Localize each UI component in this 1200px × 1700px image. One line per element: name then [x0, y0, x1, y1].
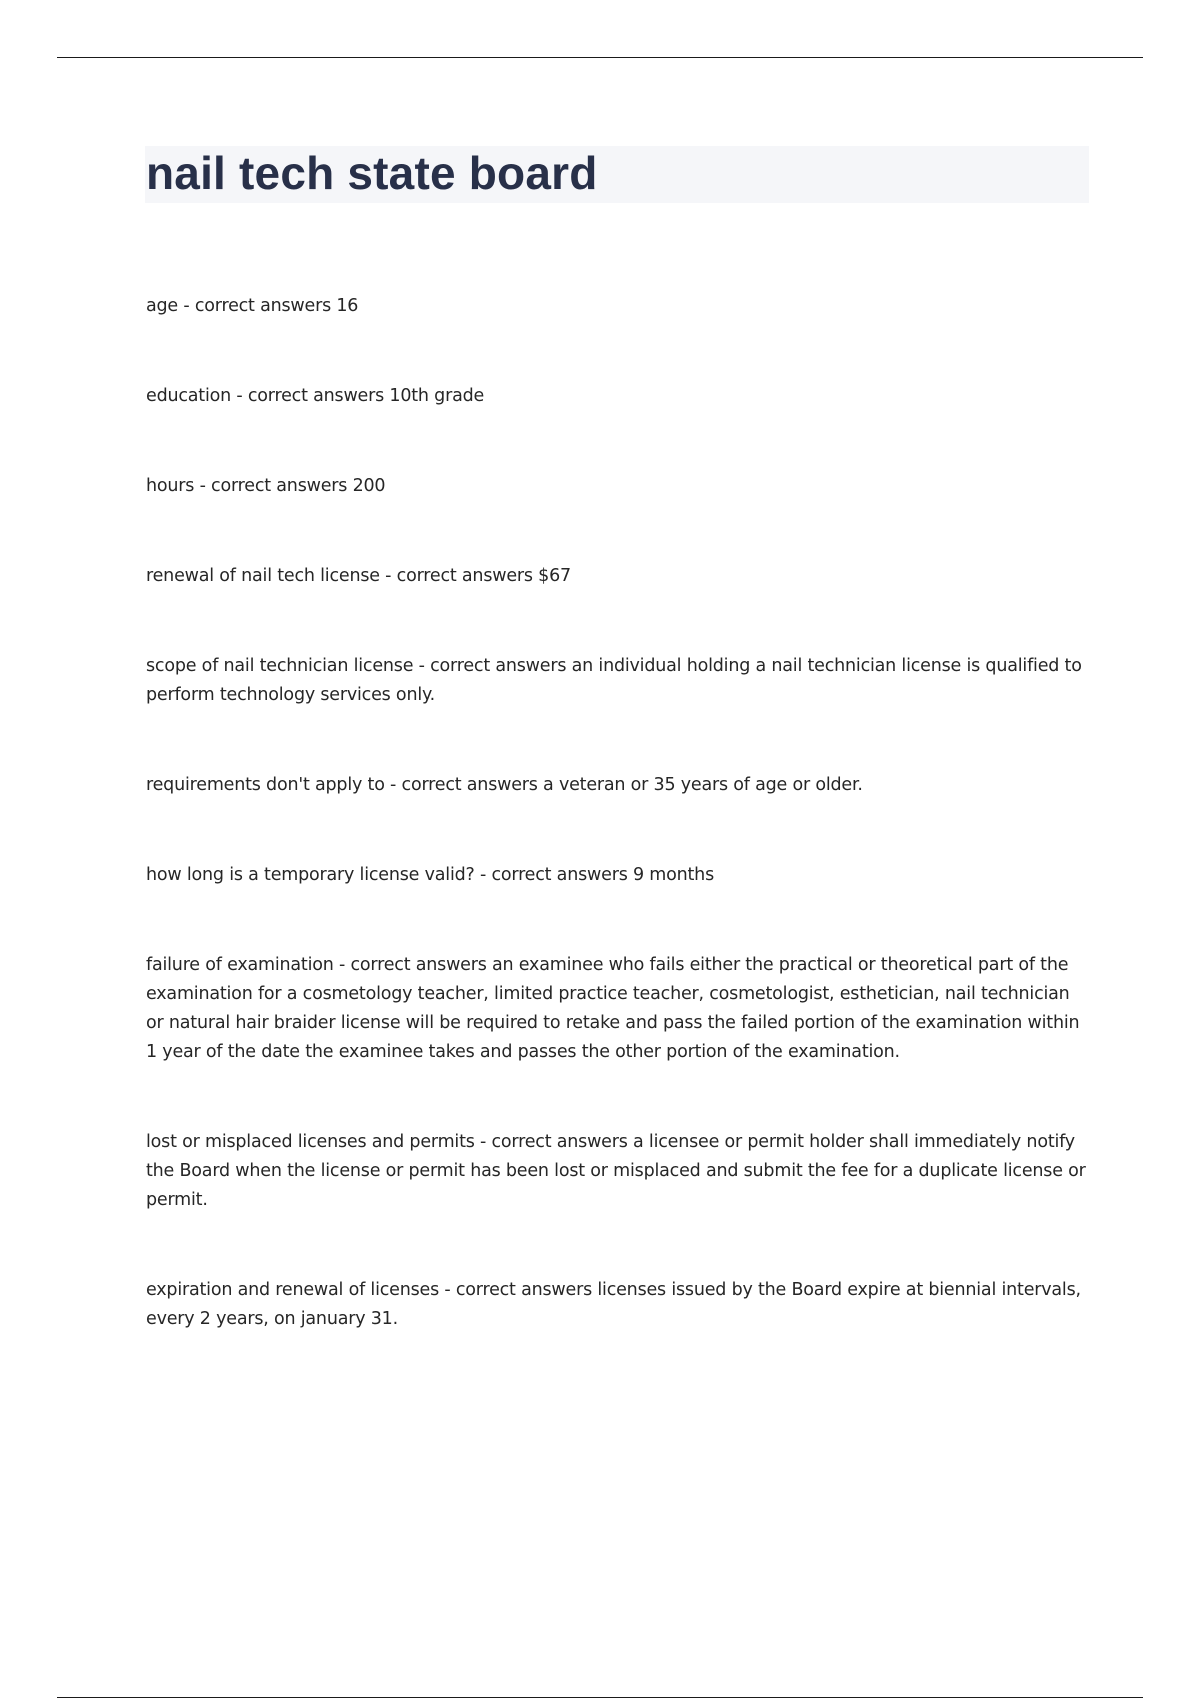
qa-item-scope: scope of nail technician license - correct answers an individual holding a nail technician license is qualified to perform technology services only. — [146, 656, 1082, 705]
qa-item-temporary-license: how long is a temporary license valid? - correct answers 9 months — [146, 865, 714, 885]
bottom-divider — [57, 1697, 1143, 1698]
qa-item-renewal: renewal of nail tech license - correct answers $67 — [146, 566, 571, 586]
qa-item-failure-of-examination: failure of examination - correct answers an examinee who fails either the practical or theoretical part of the examination for a cosmetology teacher, limited practice teacher, cosmetologist, esthetician, nail technician or natural hair braider license will be required to retake and pass the failed portion of the examination within 1 year of the date the examinee takes and passes the other portion of the examination. — [146, 955, 1080, 1062]
qa-item-age: age - correct answers 16 — [146, 296, 359, 316]
qa-list — [146, 292, 1090, 1395]
qa-item-hours: hours - correct answers 200 — [146, 476, 386, 496]
qa-item-lost-licenses: lost or misplaced licenses and permits - correct answers a licensee or permit holder shall immediately notify the Board when the license or permit has been lost or misplaced and submit the fee for a duplicate license or permit. — [146, 1132, 1086, 1210]
qa-item-requirements: requirements don't apply to - correct answers a veteran or 35 years of age or older. — [146, 775, 863, 795]
qa-item-education: education - correct answers 10th grade — [146, 386, 485, 406]
top-divider — [57, 57, 1143, 58]
page-title: nail tech state board — [146, 147, 598, 199]
qa-item-expiration-renewal: expiration and renewal of licenses - correct answers licenses issued by the Board expire at biennial intervals, every 2 years, on january 31. — [146, 1280, 1081, 1329]
